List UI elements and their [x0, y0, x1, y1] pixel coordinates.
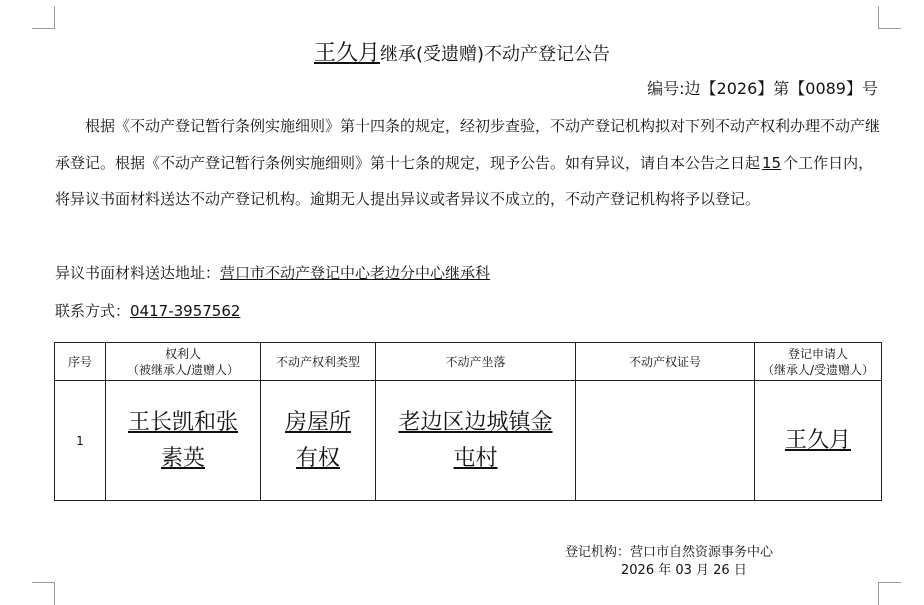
header-location: 不动产坐落	[376, 343, 576, 381]
title-handwritten-name: 王久月	[313, 41, 380, 66]
registration-table	[54, 342, 882, 501]
table-row	[55, 381, 882, 501]
table-header-row	[55, 343, 882, 381]
contact-phone: 0417-3957562	[130, 302, 241, 320]
notice-text-part2: 个工作日内，将异议书面材料送达不动产登记机构。逾期无人提出异议或者异议不成立的，不动产登记机构将予以登记。	[55, 153, 874, 208]
objection-address	[55, 262, 490, 283]
announcement-date: 2026 年 03 月 26 日	[621, 563, 747, 578]
header-owner: 权利人 （被继承人/遗赠人）	[106, 343, 261, 381]
title-suffix: 继承(受遗赠)不动产登记公告	[379, 44, 611, 65]
header-right-type: 不动产权利类型	[261, 343, 376, 381]
objection-address-value: 营口市不动产登记中心老边分中心继承科	[220, 264, 491, 282]
cell-cert-no	[576, 381, 755, 501]
cell-right-type: 房屋所 有权	[261, 381, 376, 501]
header-applicant: 登记申请人 （继承人/受遗赠人）	[755, 343, 882, 381]
cell-index: 1	[55, 381, 106, 501]
header-cert-no: 不动产权证号	[576, 343, 755, 381]
crop-mark-bottom-left	[32, 582, 55, 605]
document-number: 编号:边【2026】第【0089】号	[647, 79, 878, 98]
notice-paragraph	[55, 108, 880, 218]
notice-days: 15	[762, 153, 782, 172]
page-title	[0, 36, 924, 67]
crop-mark-bottom-right	[878, 582, 901, 605]
registration-agency: 登记机构：营口市自然资源事务中心	[565, 545, 774, 560]
cell-applicant: 王久月	[755, 381, 882, 501]
objection-address-label: 异议书面材料送达地址：	[55, 264, 221, 282]
contact-info	[55, 300, 240, 321]
cell-location: 老边区边城镇金 屯村	[376, 381, 576, 501]
crop-mark-top-left	[32, 6, 55, 29]
notice-text-part1: 根据《不动产登记暂行条例实施细则》第十四条的规定，经初步查验，不动产登记机构拟对下列不动产权利办理不动产继承登记。根据《不动产登记暂行条例实施细则》第十七条的规定，现予公告。如有异议，请自本公告之日起	[55, 117, 881, 172]
crop-mark-top-right	[878, 6, 901, 29]
cell-owner: 王长凯和张 素英	[106, 381, 261, 501]
header-index: 序号	[55, 343, 106, 381]
contact-label: 联系方式：	[55, 302, 131, 320]
